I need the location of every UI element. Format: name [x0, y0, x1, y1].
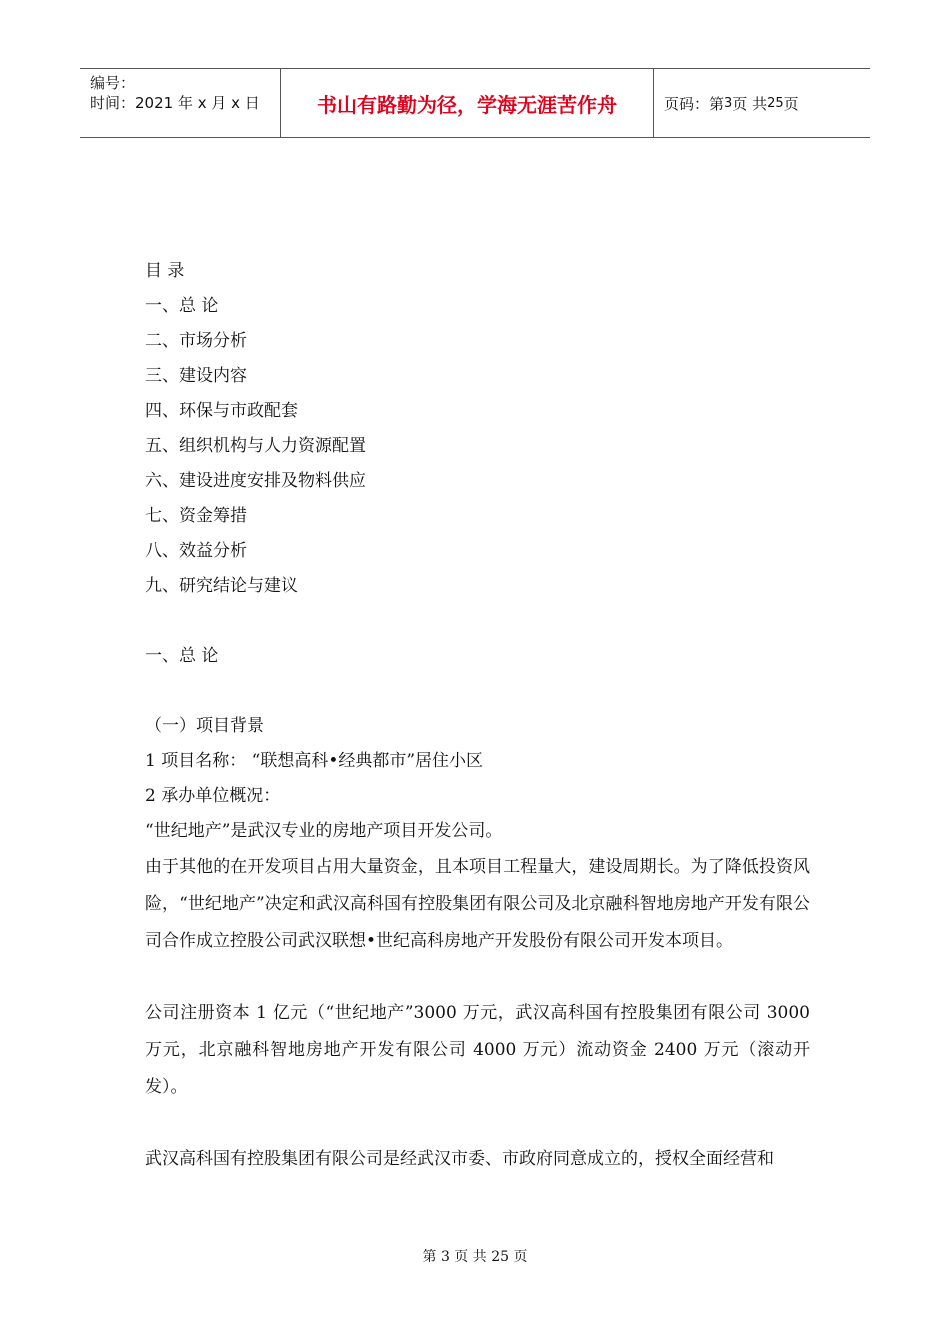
toc-list [145, 289, 810, 604]
paragraph: 武汉高科国有控股集团有限公司是经武汉市委、市政府同意成立的，授权全面经营和 [145, 1149, 774, 1169]
company-intro-line: “世纪地产”是武汉专业的房地产项目开发公司。 [145, 821, 503, 841]
document-body [145, 254, 810, 1178]
project-name-line: 1 项目名称： “联想高科•经典都市”居住小区 [145, 751, 484, 771]
page-footer: 第 3 页 共 25 页 [422, 1249, 528, 1265]
organizer-line: 2 承办单位概况： [145, 786, 281, 806]
section-heading: 一、总 论 [145, 646, 219, 666]
document-time-label: 时间：2021 年 x 月 x 日 [90, 94, 260, 112]
subsection-heading: （一）项目背景 [145, 716, 264, 736]
paragraph: 由于其他的在开发项目占用大量资金，且本项目工程量大，建设周期长。为了降低投资风险，“世纪地产”决定和武汉高科国有控股集团有限公司及北京融科智地房地产开发有限公司合作成立控股公司武汉联想•世纪高科房地产开发股份有限公司开发本项目。 [145, 857, 810, 951]
page-total: 25 [767, 95, 784, 111]
document-number-label: 编号： [90, 74, 136, 92]
paragraph: 公司注册资本 1 亿元（“世纪地产”3000 万元，武汉高科国有控股集团有限公司 3000 万元，北京融科智地房地产开发有限公司 4000 万元）流动资金 2400 万元（滚动开发）。 [145, 1003, 810, 1097]
page-number: 3 [724, 95, 733, 111]
page-prefix: 页码：第 [664, 94, 725, 113]
toc-title: 目 录 [145, 261, 185, 281]
toc-item: 五、组织机构与人力资源配置 [145, 436, 366, 456]
toc-item: 六、建设进度安排及物料供应 [145, 471, 366, 491]
header-motto: 书山有路勤为径，学海无涯苦作舟 [281, 69, 654, 137]
toc-item: 三、建设内容 [145, 366, 247, 386]
header-page-info [654, 69, 870, 137]
toc-item: 一、总 论 [145, 296, 219, 316]
page-suffix: 页 [783, 94, 799, 113]
toc-item: 四、环保与市政配套 [145, 401, 298, 421]
toc-item: 二、市场分析 [145, 331, 247, 351]
page-mid: 页 共 [732, 94, 768, 113]
toc-item: 七、资金筹措 [145, 506, 247, 526]
toc-item: 八、效益分析 [145, 541, 247, 561]
toc-item: 九、研究结论与建议 [145, 576, 298, 596]
page-header [80, 68, 870, 138]
header-meta [80, 69, 281, 137]
